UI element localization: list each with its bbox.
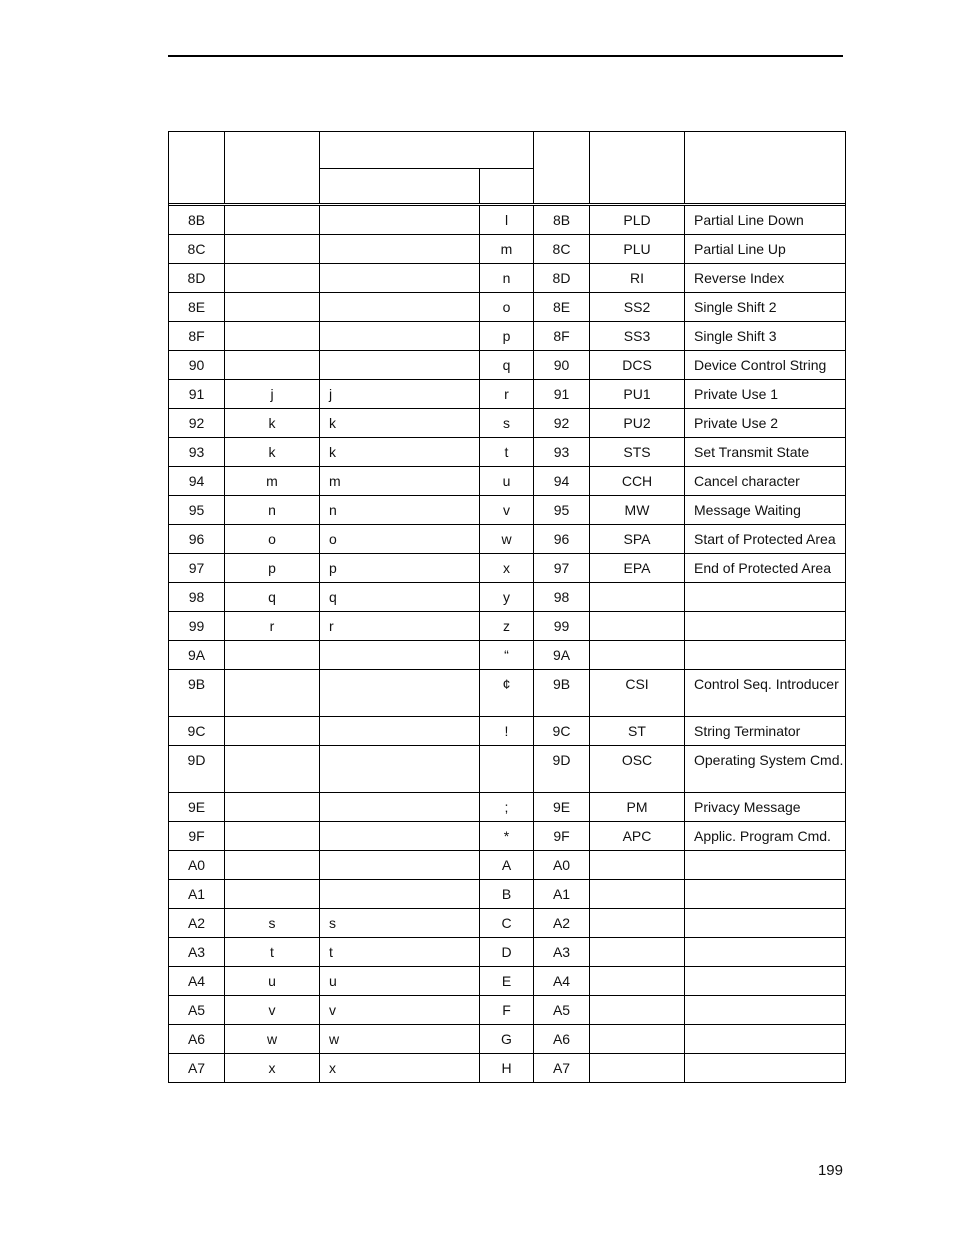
table-header xyxy=(169,132,846,206)
char-cell: r xyxy=(480,380,534,409)
char-cell xyxy=(320,880,480,909)
description-cell: Private Use 1 xyxy=(685,380,846,409)
hex-cell: 9C xyxy=(169,717,225,746)
char-cell: “ xyxy=(480,641,534,670)
char-cell: k xyxy=(225,409,320,438)
char-cell: u xyxy=(480,467,534,496)
header-cell xyxy=(225,132,320,204)
hex-cell: 8E xyxy=(534,293,590,322)
char-cell: z xyxy=(480,612,534,641)
description-cell: Operating System Cmd. xyxy=(685,746,846,793)
mnemonic-cell: MW xyxy=(590,496,685,525)
table-row xyxy=(169,293,846,322)
character-code-table xyxy=(168,131,846,1083)
mnemonic-cell xyxy=(590,996,685,1025)
table-row xyxy=(169,938,846,967)
char-cell: o xyxy=(320,525,480,554)
description-cell: Message Waiting xyxy=(685,496,846,525)
hex-cell: 94 xyxy=(169,467,225,496)
char-cell: q xyxy=(320,583,480,612)
hex-cell: A4 xyxy=(169,967,225,996)
char-cell xyxy=(225,717,320,746)
hex-cell: A4 xyxy=(534,967,590,996)
hex-cell: 93 xyxy=(169,438,225,467)
table-row xyxy=(169,206,846,235)
mnemonic-cell xyxy=(590,851,685,880)
char-cell: q xyxy=(480,351,534,380)
description-cell xyxy=(685,1025,846,1054)
char-cell: n xyxy=(320,496,480,525)
char-cell: p xyxy=(320,554,480,583)
hex-cell: A1 xyxy=(534,880,590,909)
hex-cell: A6 xyxy=(169,1025,225,1054)
char-cell xyxy=(225,793,320,822)
char-cell: n xyxy=(480,264,534,293)
char-cell: u xyxy=(225,967,320,996)
char-cell xyxy=(225,322,320,351)
description-cell: Applic. Program Cmd. xyxy=(685,822,846,851)
table-row xyxy=(169,612,846,641)
description-cell xyxy=(685,851,846,880)
table-row xyxy=(169,746,846,793)
hex-cell: A6 xyxy=(534,1025,590,1054)
char-cell xyxy=(320,235,480,264)
description-cell xyxy=(685,641,846,670)
hex-cell: 9B xyxy=(534,670,590,717)
table-row xyxy=(169,264,846,293)
char-cell: p xyxy=(225,554,320,583)
hex-cell: 95 xyxy=(534,496,590,525)
char-cell xyxy=(225,351,320,380)
mnemonic-cell: RI xyxy=(590,264,685,293)
char-cell xyxy=(225,851,320,880)
char-cell: v xyxy=(480,496,534,525)
hex-cell: 92 xyxy=(169,409,225,438)
table-row xyxy=(169,409,846,438)
char-cell xyxy=(320,351,480,380)
hex-cell: 98 xyxy=(534,583,590,612)
char-cell xyxy=(320,641,480,670)
header-subcell xyxy=(480,169,534,204)
char-cell xyxy=(480,746,534,793)
table-row xyxy=(169,583,846,612)
char-cell: s xyxy=(225,909,320,938)
mnemonic-cell: APC xyxy=(590,822,685,851)
char-cell: A xyxy=(480,851,534,880)
hex-cell: A0 xyxy=(169,851,225,880)
char-cell xyxy=(225,235,320,264)
char-cell: w xyxy=(320,1025,480,1054)
hex-cell: A3 xyxy=(169,938,225,967)
hex-cell: 9E xyxy=(534,793,590,822)
char-cell: y xyxy=(480,583,534,612)
char-cell xyxy=(320,293,480,322)
char-cell: C xyxy=(480,909,534,938)
mnemonic-cell: PU2 xyxy=(590,409,685,438)
char-cell: x xyxy=(480,554,534,583)
description-cell: String Terminator xyxy=(685,717,846,746)
mnemonic-cell xyxy=(590,1054,685,1083)
hex-cell: A2 xyxy=(534,909,590,938)
hex-cell: 8B xyxy=(169,206,225,235)
mnemonic-cell xyxy=(590,938,685,967)
char-cell xyxy=(320,670,480,717)
hex-cell: 9A xyxy=(534,641,590,670)
char-cell: o xyxy=(480,293,534,322)
char-cell: k xyxy=(225,438,320,467)
description-cell: Private Use 2 xyxy=(685,409,846,438)
description-cell: Privacy Message xyxy=(685,793,846,822)
char-cell: k xyxy=(320,409,480,438)
char-cell: w xyxy=(480,525,534,554)
hex-cell: 90 xyxy=(169,351,225,380)
description-cell: Start of Protected Area xyxy=(685,525,846,554)
hex-cell: A5 xyxy=(169,996,225,1025)
hex-cell: 99 xyxy=(169,612,225,641)
hex-cell: 9C xyxy=(534,717,590,746)
description-cell: Reverse Index xyxy=(685,264,846,293)
hex-cell: 95 xyxy=(169,496,225,525)
table-row xyxy=(169,717,846,746)
hex-cell: 8F xyxy=(169,322,225,351)
description-cell xyxy=(685,612,846,641)
mnemonic-cell: DCS xyxy=(590,351,685,380)
hex-cell: 8C xyxy=(534,235,590,264)
char-cell: m xyxy=(320,467,480,496)
char-cell: G xyxy=(480,1025,534,1054)
char-cell: D xyxy=(480,938,534,967)
description-cell: End of Protected Area xyxy=(685,554,846,583)
char-cell: t xyxy=(320,938,480,967)
mnemonic-cell: EPA xyxy=(590,554,685,583)
char-cell: ! xyxy=(480,717,534,746)
hex-cell: 8D xyxy=(534,264,590,293)
header-cell xyxy=(169,132,225,204)
char-cell: m xyxy=(225,467,320,496)
char-cell: s xyxy=(480,409,534,438)
table-row xyxy=(169,793,846,822)
hex-cell: 9D xyxy=(169,746,225,793)
char-cell: q xyxy=(225,583,320,612)
table-row xyxy=(169,880,846,909)
hex-cell: 8E xyxy=(169,293,225,322)
hex-cell: 8B xyxy=(534,206,590,235)
hex-cell: 8F xyxy=(534,322,590,351)
hex-cell: 9B xyxy=(169,670,225,717)
hex-cell: A0 xyxy=(534,851,590,880)
char-cell: x xyxy=(225,1054,320,1083)
char-cell xyxy=(225,641,320,670)
hex-cell: 9D xyxy=(534,746,590,793)
table-row xyxy=(169,996,846,1025)
char-cell xyxy=(225,293,320,322)
char-cell: B xyxy=(480,880,534,909)
hex-cell: A7 xyxy=(534,1054,590,1083)
mnemonic-cell: ST xyxy=(590,717,685,746)
table-row xyxy=(169,641,846,670)
table-row xyxy=(169,1054,846,1083)
char-cell xyxy=(225,880,320,909)
header-rule xyxy=(168,55,843,57)
table-row xyxy=(169,496,846,525)
char-cell: r xyxy=(320,612,480,641)
char-cell xyxy=(320,793,480,822)
char-cell: n xyxy=(225,496,320,525)
hex-cell: 97 xyxy=(534,554,590,583)
mnemonic-cell xyxy=(590,967,685,996)
description-cell: Single Shift 3 xyxy=(685,322,846,351)
table-row xyxy=(169,554,846,583)
table-row xyxy=(169,351,846,380)
mnemonic-cell xyxy=(590,583,685,612)
mnemonic-cell: STS xyxy=(590,438,685,467)
char-cell: l xyxy=(480,206,534,235)
description-cell xyxy=(685,880,846,909)
char-cell xyxy=(320,822,480,851)
description-cell: Partial Line Down xyxy=(685,206,846,235)
char-cell: k xyxy=(320,438,480,467)
hex-cell: 8D xyxy=(169,264,225,293)
char-cell: v xyxy=(320,996,480,1025)
table-row xyxy=(169,909,846,938)
char-cell xyxy=(320,322,480,351)
char-cell: ; xyxy=(480,793,534,822)
table-row xyxy=(169,822,846,851)
description-cell: Partial Line Up xyxy=(685,235,846,264)
page-number: 199 xyxy=(817,1162,843,1179)
hex-cell: 91 xyxy=(169,380,225,409)
char-cell: w xyxy=(225,1025,320,1054)
char-cell: u xyxy=(320,967,480,996)
mnemonic-cell: PLU xyxy=(590,235,685,264)
char-cell xyxy=(320,264,480,293)
mnemonic-cell: SPA xyxy=(590,525,685,554)
mnemonic-cell: PU1 xyxy=(590,380,685,409)
table-row xyxy=(169,967,846,996)
table-body xyxy=(169,206,846,1083)
header-subcell xyxy=(320,169,480,204)
hex-cell: A7 xyxy=(169,1054,225,1083)
hex-cell: 99 xyxy=(534,612,590,641)
hex-cell: 94 xyxy=(534,467,590,496)
char-cell xyxy=(320,206,480,235)
char-cell: r xyxy=(225,612,320,641)
char-cell xyxy=(225,264,320,293)
table-row xyxy=(169,525,846,554)
mnemonic-cell xyxy=(590,612,685,641)
hex-cell: 93 xyxy=(534,438,590,467)
hex-cell: 91 xyxy=(534,380,590,409)
char-cell xyxy=(320,851,480,880)
hex-cell: A5 xyxy=(534,996,590,1025)
char-cell: m xyxy=(480,235,534,264)
header-cell xyxy=(590,132,685,204)
hex-cell: 96 xyxy=(534,525,590,554)
char-cell xyxy=(225,746,320,793)
hex-cell: 90 xyxy=(534,351,590,380)
hex-cell: 9A xyxy=(169,641,225,670)
table-row xyxy=(169,851,846,880)
hex-cell: 9E xyxy=(169,793,225,822)
hex-cell: 9F xyxy=(169,822,225,851)
table-row xyxy=(169,1025,846,1054)
char-cell: * xyxy=(480,822,534,851)
mnemonic-cell xyxy=(590,1025,685,1054)
char-cell: o xyxy=(225,525,320,554)
hex-cell: A1 xyxy=(169,880,225,909)
char-cell: x xyxy=(320,1054,480,1083)
char-cell: t xyxy=(225,938,320,967)
char-cell: v xyxy=(225,996,320,1025)
char-cell xyxy=(320,717,480,746)
mnemonic-cell: CCH xyxy=(590,467,685,496)
mnemonic-cell: OSC xyxy=(590,746,685,793)
mnemonic-cell xyxy=(590,880,685,909)
hex-cell: 98 xyxy=(169,583,225,612)
description-cell xyxy=(685,938,846,967)
char-cell: E xyxy=(480,967,534,996)
description-cell: Cancel character xyxy=(685,467,846,496)
table-row xyxy=(169,235,846,264)
table-row xyxy=(169,467,846,496)
hex-cell: 8C xyxy=(169,235,225,264)
mnemonic-cell xyxy=(590,909,685,938)
char-cell xyxy=(225,206,320,235)
hex-cell: 92 xyxy=(534,409,590,438)
description-cell xyxy=(685,583,846,612)
description-cell xyxy=(685,996,846,1025)
header-cell xyxy=(534,132,590,204)
hex-cell: 96 xyxy=(169,525,225,554)
description-cell: Control Seq. Introducer xyxy=(685,670,846,717)
description-cell: Device Control String xyxy=(685,351,846,380)
description-cell xyxy=(685,1054,846,1083)
char-cell: s xyxy=(320,909,480,938)
table-row xyxy=(169,380,846,409)
mnemonic-cell: SS2 xyxy=(590,293,685,322)
description-cell: Single Shift 2 xyxy=(685,293,846,322)
char-cell: H xyxy=(480,1054,534,1083)
char-cell: j xyxy=(225,380,320,409)
description-cell: Set Transmit State xyxy=(685,438,846,467)
char-cell: ¢ xyxy=(480,670,534,717)
mnemonic-cell: CSI xyxy=(590,670,685,717)
char-cell xyxy=(225,822,320,851)
table-row xyxy=(169,670,846,717)
table-row xyxy=(169,322,846,351)
char-cell: j xyxy=(320,380,480,409)
table-row xyxy=(169,438,846,467)
header-group-cell xyxy=(320,132,534,169)
description-cell xyxy=(685,909,846,938)
mnemonic-cell: PM xyxy=(590,793,685,822)
mnemonic-cell xyxy=(590,641,685,670)
description-cell xyxy=(685,967,846,996)
char-cell: p xyxy=(480,322,534,351)
header-cell xyxy=(685,132,846,204)
hex-cell: A3 xyxy=(534,938,590,967)
hex-cell: 97 xyxy=(169,554,225,583)
char-cell: F xyxy=(480,996,534,1025)
char-cell: t xyxy=(480,438,534,467)
char-cell xyxy=(320,746,480,793)
char-cell xyxy=(225,670,320,717)
mnemonic-cell: PLD xyxy=(590,206,685,235)
mnemonic-cell: SS3 xyxy=(590,322,685,351)
hex-cell: 9F xyxy=(534,822,590,851)
hex-cell: A2 xyxy=(169,909,225,938)
